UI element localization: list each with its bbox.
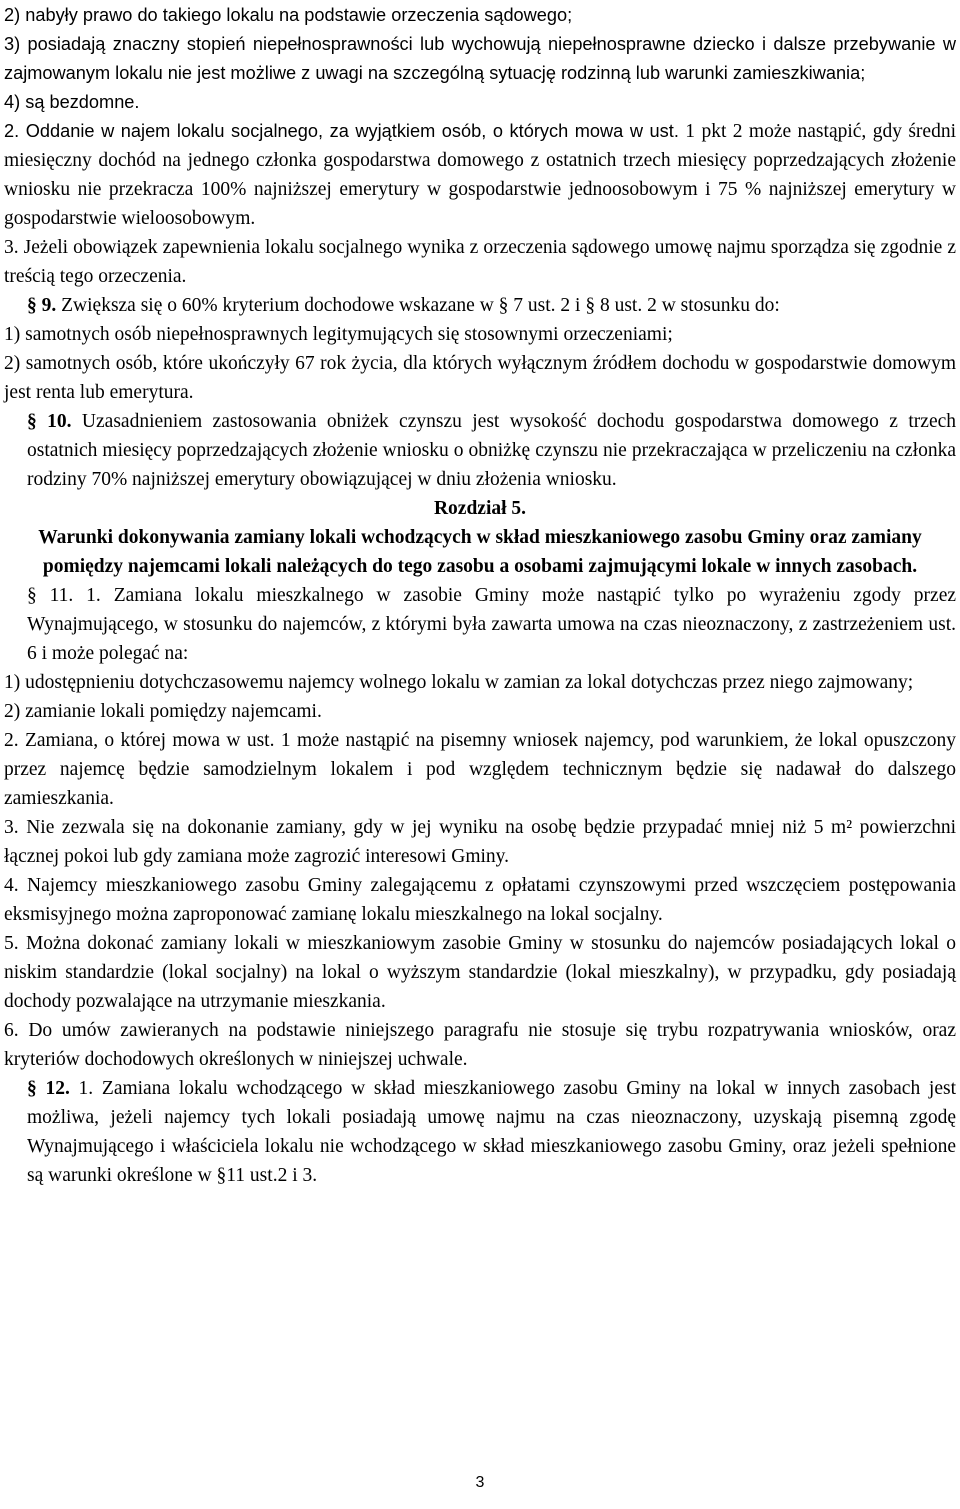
- section-11-item-1: 1) udostępnieniu dotychczasowemu najemcy wolnego lokalu w zamian za lokal dotychczas przez niego zajmowany;: [4, 672, 914, 693]
- section-9-number: § 9.: [27, 295, 57, 316]
- chapter-title: Warunki dokonywania zamiany lokali wchodzących w skład mieszkaniowego zasobu Gminy oraz zamiany pomiędzy najemcami lokali należących do tego zasobu a osobami zajmującymi lokale w innych zasobach.: [38, 527, 922, 577]
- section-9-item-1: 1) samotnych osób niepełnosprawnych legitymujących się stosownymi orzeczeniami;: [4, 324, 673, 345]
- document-body: [4, 1, 956, 1190]
- section-10-number: § 10.: [27, 411, 72, 432]
- section-12-text: 1. Zamiana lokalu wchodzącego w skład mieszkaniowego zasobu Gminy na lokal w innych zasobach jest możliwa, jeżeli najemcy tych lokali posiadają umowę najmu na czas nieoznaczony, uzyskają pisemną zgodę Wynajmującego i właściciela lokalu nie wchodzącego w skład mieszkaniowego zasobu Gminy, oraz jeżeli spełnione są warunki określone w §11 ust.2 i 3.: [27, 1078, 956, 1186]
- section-11-ust-5: 5. Można dokonać zamiany lokali w mieszkaniowym zasobie Gminy w stosunku do najemców posiadających lokal o niskim standardzie (lokal socjalny) na lokal o wyższym standardzie (lokal mieszkalny), w przypadku, gdy posiadają dochody pozwalające na utrzymanie mieszkania.: [4, 933, 956, 1012]
- section-10: [4, 407, 956, 494]
- chapter-heading: Rozdział 5.: [433, 498, 527, 519]
- paragraph-ust-2-rest: 1 pkt 2 może nastąpić, gdy średni miesięczny dochód na jednego członka gospodarstwa domowego z ostatnich trzech miesięcy poprzedzających złożenie wniosku nie przekracza 100% najniższej emerytury w gospodarstwie jednoosobowym i 75 % najniższej emerytury w gospodarstwie wieloosobowym.: [4, 121, 956, 229]
- paragraph-item-4: 4) są bezdomne.: [4, 92, 140, 112]
- paragraph-item-2: 2) nabyły prawo do takiego lokalu na podstawie orzeczenia sądowego;: [4, 5, 573, 25]
- document-page: [4, 0, 956, 1509]
- section-11-ust-2: 2. Zamiana, o której mowa w ust. 1 może nastąpić na pisemny wniosek najemcy, pod warunkiem, że lokal opuszczony przez najemcę będzie samodzielnym lokalem i pod względem technicznym będzie się nadawał do dalszego zamieszkania.: [4, 730, 956, 809]
- page-number: 3: [475, 1474, 485, 1491]
- section-9-text: Zwiększa się o 60% kryterium dochodowe wskazane w § 7 ust. 2 i § 8 ust. 2 w stosunku do:: [56, 295, 780, 316]
- section-11-ust-3: 3. Nie zezwala się na dokonanie zamiany, gdy w jej wyniku na osobę będzie przypadać mniej niż 5 m² powierzchni łącznej pokoi lub gdy zamiana może zagrozić interesowi Gminy.: [4, 817, 956, 867]
- paragraph-ust-2: [4, 117, 956, 233]
- paragraph-ust-3: 3. Jeżeli obowiązek zapewnienia lokalu socjalnego wynika z orzeczenia sądowego umowę najmu sporządza się zgodnie z treścią tego orzeczenia.: [4, 237, 956, 287]
- paragraph-ust-2-lead: 2. Oddanie w najem lokalu socjalnego, za wyjątkiem osób, o których mowa w ust.: [4, 121, 679, 141]
- section-11-item-2: 2) zamianie lokali pomiędzy najemcami.: [4, 701, 322, 722]
- section-10-text: Uzasadnieniem zastosowania obniżek czynszu jest wysokość dochodu gospodarstwa domowego z trzech ostatnich miesięcy poprzedzających złożenie wniosku o obniżkę czynszu nie przekraczająca w przeliczeniu na członka rodziny 70% najniższej emerytury obowiązującej w dniu złożenia wniosku.: [27, 411, 956, 490]
- paragraph-item-3: 3) posiadają znaczny stopień niepełnosprawności lub wychowują niepełnosprawne dziecko i dalsze przebywanie w zajmowanym lokalu nie jest możliwe z uwagi na szczególną sytuację rodzinną lub warunki zamieszkiwania;: [4, 34, 956, 83]
- section-12-number: § 12.: [27, 1078, 70, 1099]
- section-12: [4, 1074, 956, 1190]
- section-11-ust-1: § 11. 1. Zamiana lokalu mieszkalnego w zasobie Gminy może nastąpić tylko po wyrażeniu zgody przez Wynajmującego, w stosunku do najemców, z którymi była zawarta umowa na czas nieoznaczony, z zastrzeżeniem ust. 6 i może polegać na:: [27, 585, 956, 664]
- section-9: [4, 291, 956, 320]
- section-11-ust-4: 4. Najemcy mieszkaniowego zasobu Gminy zalegającemu z opłatami czynszowymi przed wszczęciem postępowania eksmisyjnego można zaproponować zamianę lokalu mieszkalnego na lokal socjalny.: [4, 875, 956, 925]
- section-11-ust-6: 6. Do umów zawieranych na podstawie niniejszego paragrafu nie stosuje się trybu rozpatrywania wniosków, oraz kryteriów dochodowych określonych w niniejszej uchwale.: [4, 1020, 956, 1070]
- section-9-item-2: 2) samotnych osób, które ukończyły 67 rok życia, dla których wyłącznym źródłem dochodu w gospodarstwie domowym jest renta lub emerytura.: [4, 353, 956, 403]
